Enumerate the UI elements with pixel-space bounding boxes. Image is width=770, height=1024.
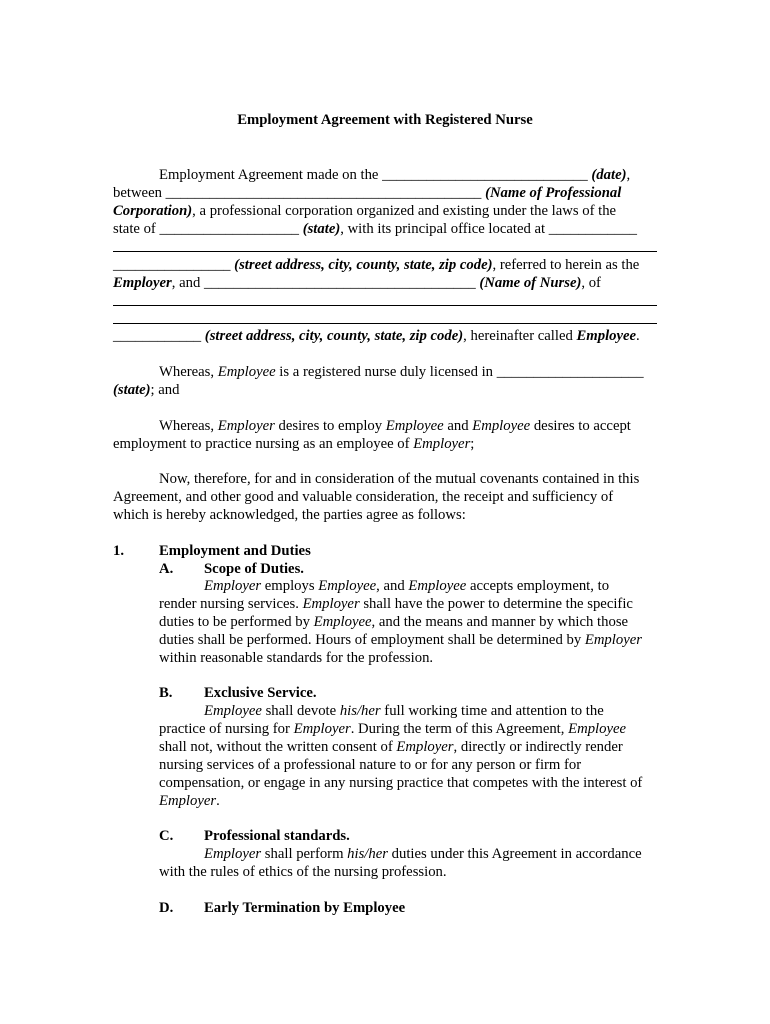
subsection-a-line-4: duties shall be performed. Hours of employment shall be determined by Employer bbox=[159, 632, 642, 648]
whereas-1-line-1: Whereas, Employee is a registered nurse duly licensed in ____________________ bbox=[159, 364, 644, 380]
subsection-b-letter: B. bbox=[159, 685, 173, 701]
subsection-d-heading: Early Termination by Employee bbox=[204, 900, 406, 916]
subsection-c-heading: Professional standards. bbox=[204, 828, 350, 844]
preamble-line-1: Employment Agreement made on the ____________________________ (date), bbox=[159, 167, 631, 183]
preamble-line-4: state of ___________________ (state), with its principal office located at ____________ bbox=[113, 221, 637, 237]
subsection-b-line-5: compensation, or engage in any nursing practice that competes with the interest of bbox=[159, 775, 643, 791]
subsection-c-line-1: Employer shall perform his/her duties under this Agreement in accordance bbox=[204, 846, 642, 862]
subsection-a-line-5: within reasonable standards for the profession. bbox=[159, 650, 434, 666]
blank-line bbox=[113, 305, 657, 306]
subsection-a-line-2: render nursing services. Employer shall have the power to determine the specific bbox=[159, 596, 633, 612]
subsection-b-line-3: shall not, without the written consent of Employer, directly or indirectly render bbox=[159, 739, 623, 755]
now-therefore-line-3: which is hereby acknowledged, the parties agree as follows: bbox=[113, 507, 466, 523]
now-therefore-line-1: Now, therefore, for and in consideration of the mutual covenants contained in this bbox=[159, 471, 640, 487]
subsection-c-letter: C. bbox=[159, 828, 174, 844]
subsection-c-line-2: with the rules of ethics of the nursing profession. bbox=[159, 864, 447, 880]
now-therefore-line-2: Agreement, and other good and valuable consideration, the receipt and sufficiency of bbox=[113, 489, 614, 505]
subsection-b-heading: Exclusive Service. bbox=[204, 685, 317, 701]
preamble-line-7: Employer, and _____________________________________ (Name of Nurse), of bbox=[113, 275, 601, 291]
whereas-2-line-1: Whereas, Employer desires to employ Employee and Employee desires to accept bbox=[159, 418, 631, 434]
preamble-line-2: between ___________________________________________ (Name of Professional bbox=[113, 185, 622, 201]
blank-line bbox=[113, 251, 657, 252]
whereas-2-line-2: employment to practice nursing as an employee of Employer; bbox=[113, 436, 475, 452]
subsection-b-line-2: practice of nursing for Employer. During the term of this Agreement, Employee bbox=[159, 721, 627, 737]
blank-line bbox=[113, 323, 657, 324]
subsection-a-line-3: duties to be performed by Employee, and the means and manner by which those bbox=[159, 614, 629, 630]
subsection-a-letter: A. bbox=[159, 561, 174, 577]
whereas-1-line-2: (state); and bbox=[113, 382, 180, 398]
subsection-d-letter: D. bbox=[159, 900, 174, 916]
document-title: Employment Agreement with Registered Nurse bbox=[237, 112, 533, 128]
subsection-b-line-6: Employer. bbox=[159, 793, 220, 809]
preamble-line-10: ____________ (street address, city, county, state, zip code), hereinafter called Employee. bbox=[113, 328, 640, 344]
subsection-b-line-4: nursing services of a professional nature to or for any person or firm for bbox=[159, 757, 582, 773]
subsection-a-heading: Scope of Duties. bbox=[204, 561, 304, 577]
subsection-a-line-1: Employer employs Employee, and Employee accepts employment, to bbox=[204, 578, 610, 594]
section-1-heading: Employment and Duties bbox=[159, 543, 311, 559]
subsection-b-line-1: Employee shall devote his/her full working time and attention to the bbox=[204, 703, 604, 719]
section-1-number: 1. bbox=[113, 543, 125, 559]
preamble-line-3: Corporation), a professional corporation organized and existing under the laws of the bbox=[113, 203, 617, 219]
preamble-line-6: ________________ (street address, city, county, state, zip code), referred to herein as the bbox=[113, 257, 640, 273]
